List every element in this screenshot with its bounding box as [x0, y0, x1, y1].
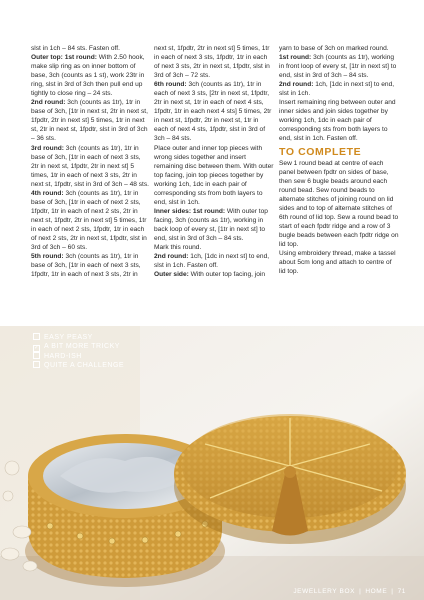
step-text: 3ch (counts as 1tr), 1tr in base of 3ch, [1tr in each of next 3 sts, 2tr in next st, 1fpdtr, 2tr in next st] 5 times, 1tr in each of next 3 sts, 2tr in next st, 1fpdtr, slst in 3rd of 3ch – 48 sts. — [31, 144, 150, 188]
paragraph: Sew 1 round bead at centre of each panel between fpdtr on sides of base, then sew 6 bugle beads around each round bead. Sew round beads to alternate stitches of joining round on lid sides and to top of alternate stitches of 6th round of lid top. Sew a round bead to start of each fpdtr ridge and a row of 3 bugle beads between each fpdtr ridge on lid top. — [279, 159, 399, 248]
paragraph — [154, 270, 274, 279]
checkbox-icon — [33, 352, 40, 359]
checkbox-checked-icon: ✓ — [34, 345, 40, 352]
difficulty-item — [33, 361, 124, 370]
step-label: 2nd round: — [279, 81, 314, 89]
paragraph: Insert remaining ring between outer and inner sides and join sides together by working 1ch, 1dc in each pair of corresponding sts from both layers to end, slst in 1ch. Fasten off. — [279, 99, 396, 143]
step-label: 2nd round: — [31, 99, 66, 107]
column-2 — [154, 44, 274, 279]
paragraph — [31, 144, 149, 189]
step-label: Inner sides: 1st round: — [154, 207, 226, 215]
paragraph — [154, 80, 274, 143]
paragraph — [31, 53, 149, 98]
column-3 — [279, 44, 399, 276]
paragraph: Place outer and inner top pieces with wrong sides together and insert remaining disc between them. With outer top facing, join top pieces together by working 1ch, 1dc in each pair of corresponding sts from both layers to end, slst in 1ch. — [154, 144, 274, 206]
step-label: 1st round: — [279, 54, 312, 62]
difficulty-legend — [33, 333, 124, 371]
paragraph: next st, 1fpdtr, 2tr in next st] 5 times, 1tr in each of next 3 sts, 1fpdtr, 1tr in each of next 3 sts, 2tr in next st, 1fpdtr, slst in 3rd of 3ch – 72 sts. — [154, 45, 270, 80]
paragraph: yarn to base of 3ch on marked round. — [279, 45, 389, 52]
step-text: 3ch (counts as 1tr), working in front loop of every st, [1tr in next st] to end, slst in 3rd of 3ch – 84 sts. — [279, 54, 397, 80]
step-text: With outer top facing, join — [188, 271, 266, 279]
checkbox-icon — [33, 361, 40, 368]
step-text: 1ch, [1dc in next st] to end, slst in 1ch. Fasten off. — [154, 253, 270, 270]
checkbox-icon — [33, 333, 40, 340]
footer-category: HOME — [365, 588, 388, 595]
step-label: 2nd round: — [154, 253, 189, 261]
difficulty-label: EASY PEASY — [44, 334, 93, 341]
step-label: 4th round: — [31, 189, 64, 197]
difficulty-label: A BIT MORE TRICKY — [44, 343, 120, 351]
step-label: 5th round: — [31, 253, 64, 261]
difficulty-item-selected — [33, 342, 124, 352]
paragraph — [154, 252, 274, 270]
paragraph: Using embroidery thread, make a tassel about 5cm long and attach to centre of lid top. — [279, 249, 396, 276]
step-label: 3rd round: — [31, 144, 64, 152]
paragraph — [279, 80, 399, 98]
difficulty-item — [33, 352, 124, 361]
step-text: 3ch (counts as 1tr), 1tr in base of 3ch, [1tr in next st, 2tr in next st, 1fpdtr, 2tr in next st] 5 times, 1tr in next st, 2tr in next st, 1fpdtr, slst in 3rd of 3ch – 36 sts. — [31, 99, 148, 143]
page-number: 71 — [397, 588, 406, 595]
step-text: 3ch (counts as 1tr), 1tr in base of 3ch, [1tr in each of next 2 sts, 1fpdtr, 1tr in each of next 2 sts, 2tr in next st, 1fpdtr, 2tr in next st] 5 times, 1tr in each of next 2 sts, 1fpdtr, 1tr in each of next 2 sts, 2tr in next st, 1fpdtr, slst in 3rd of 3ch – 60 sts. — [31, 189, 147, 252]
paragraph — [279, 53, 399, 80]
column-1 — [31, 44, 149, 279]
difficulty-item — [33, 333, 124, 342]
step-text: 1ch, [1dc in next st] to end, slst in 1ch. — [279, 81, 395, 98]
footer-separator: | — [391, 588, 394, 595]
paragraph — [31, 252, 149, 279]
footer-separator: | — [359, 588, 362, 595]
step-text: 3ch (counts as 1tr), 1tr in base of 3ch, [1tr in each of next 3 sts, 1fpdtr, 1tr in each of next 3 sts, 2tr in — [31, 253, 141, 279]
section-heading: TO COMPLETE — [279, 145, 362, 158]
page-footer — [293, 588, 406, 595]
footer-section: JEWELLERY BOX — [293, 588, 356, 595]
difficulty-label: HARD-ISH — [44, 353, 82, 361]
paragraph — [154, 207, 274, 243]
step-label: Outer side: — [154, 271, 189, 279]
paragraph — [31, 189, 149, 252]
step-label: 6th round: — [154, 81, 187, 89]
step-text: 3ch (counts as 1tr), 1tr in each of next 3 sts, [2tr in next st, 1fpdtr, 2tr in next st, 1tr in each of next 4 sts, 1fpdtr, 1tr in each next 4 sts] 5 times, 2tr in next st, 1fpdtr, 2tr in next st, 1tr in each of next 4 sts, 1fpdtr, slst in 3rd of 3ch – 84 sts. — [154, 81, 272, 143]
paragraph: slst in 1ch – 84 sts. Fasten off. — [31, 45, 120, 52]
paragraph — [31, 98, 149, 143]
difficulty-label: QUITE A CHALLENGE — [44, 362, 125, 370]
paragraph: Mark this round. — [154, 244, 202, 252]
step-label: Outer top: 1st round: — [31, 54, 97, 62]
step-text: With outer top facing, 3ch (counts as 1tr), working in back loop of every st, [1tr in next st] to end, slst in 3rd of 3ch – 84 sts. — [154, 207, 268, 242]
step-text: With 2.50 hook, make slip ring as on inner bottom of base, 3ch (counts as 1 st), work 23tr in ring, slst in 3rd of 3ch then pull end up tightly to close ring – 24 sts. — [31, 54, 145, 98]
